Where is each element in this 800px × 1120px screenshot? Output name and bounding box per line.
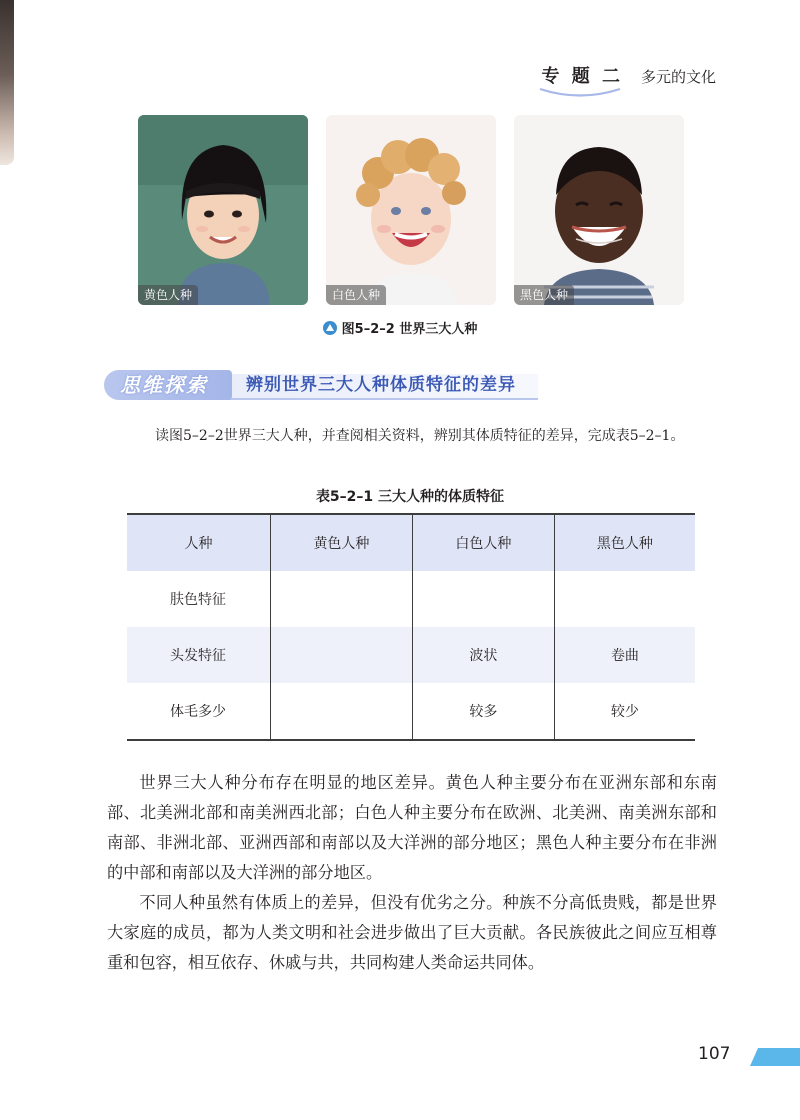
table-cell: [271, 683, 413, 740]
table-header-row: [127, 514, 695, 571]
chapter-label: 专 题 二: [541, 66, 623, 87]
table-row: [127, 571, 695, 627]
table-cell: [271, 627, 413, 683]
photo-caption: 黑色人种: [514, 285, 574, 305]
header-swoosh-decoration: [538, 86, 622, 98]
table-cell: 较少: [554, 683, 695, 740]
table-header-cell: 黄色人种: [271, 514, 413, 571]
table-cell: 较多: [412, 683, 554, 740]
blond-child-portrait-illustration: [326, 115, 496, 305]
photo-caption: 白色人种: [326, 285, 386, 305]
body-paragraph-distribution: 世界三大人种分布存在明显的地区差异。黄色人种主要分布在亚洲东部和东南部、北美洲北部和南美洲西北部；白色人种主要分布在欧洲、北美洲、南美洲东部和南部、非洲北部、亚洲西部和南部以及大洋洲的部分地区；黑色人种主要分布在非洲的中部和南部以及大洋洲的部分地区。: [107, 773, 717, 882]
photo-yellow-race: [138, 115, 308, 305]
banner-label: 思维探索: [120, 373, 208, 397]
figure-caption: [0, 318, 800, 337]
photo-black-race: [514, 115, 684, 305]
chapter-subject: 多元的文化: [640, 68, 716, 86]
corner-photo-fragment: [0, 0, 14, 165]
traits-table: [127, 513, 695, 741]
table-cell: 波状: [412, 627, 554, 683]
table-cell: [554, 571, 695, 627]
triangle-marker-icon: [323, 321, 337, 335]
photo-caption: 黄色人种: [138, 285, 198, 305]
table-row: [127, 683, 695, 740]
table-header-cell: 白色人种: [412, 514, 554, 571]
table-header-cell: 人种: [127, 514, 271, 571]
page-tab-decoration: [750, 1048, 800, 1066]
figure-caption-text: 图5–2–2 世界三大人种: [341, 322, 478, 337]
thinking-explore-banner: [104, 370, 538, 400]
table-cell: [412, 571, 554, 627]
smiling-boy-portrait-illustration: [514, 115, 684, 305]
table-row-label: 头发特征: [127, 627, 271, 683]
table-cell: 卷曲: [554, 627, 695, 683]
banner-title: 辨别世界三大人种体质特征的差异: [246, 375, 516, 395]
table-row: [127, 627, 695, 683]
table-cell: [271, 571, 413, 627]
table-title: 表5–2–1 三大人种的体质特征: [315, 489, 505, 505]
page-number: 107: [698, 1044, 731, 1064]
table-header-cell: 黑色人种: [554, 514, 695, 571]
table-row-label: 肤色特征: [170, 592, 226, 608]
table-row-label: 体毛多少: [170, 704, 226, 720]
photo-white-race: [326, 115, 496, 305]
girl-portrait-illustration: [138, 115, 308, 305]
body-paragraph-equality: 不同人种虽然有体质上的差异，但没有优劣之分。种族不分高低贵贱，都是世界大家庭的成员，都为人类文明和社会进步做出了巨大贡献。各民族彼此之间应互相尊重和包容，相互依存、休戚与共，共同构建人类命运共同体。: [107, 893, 717, 972]
instructions-paragraph: 读图5–2–2世界三大人种，并查阅相关资料，辨别其体质特征的差异，完成表5–2–1。: [155, 428, 685, 444]
